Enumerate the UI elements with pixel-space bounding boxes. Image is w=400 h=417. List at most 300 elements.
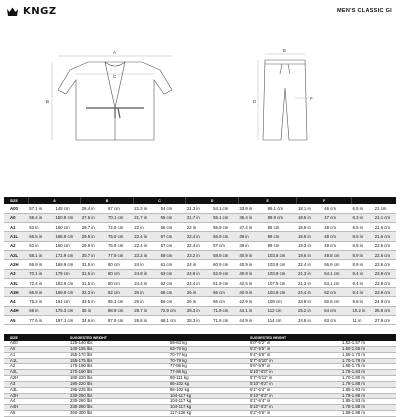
sizing-cell: 63-70 kg: [164, 346, 244, 352]
col-e: E: [238, 197, 297, 204]
measurement-cell: 66.5 in: [28, 232, 54, 241]
measurement-cell: 27.9 cm: [374, 316, 396, 325]
measurement-cell: 70.1 in: [28, 269, 54, 278]
sizing-cell: 5'10"-6'0" in: [244, 370, 336, 376]
garment-diagrams: [46, 48, 350, 148]
measurement-cell: 99 cm: [267, 232, 297, 241]
measurement-cell: 66 cm: [160, 288, 186, 297]
sizing-cell: 1.65-1.70 m: [336, 352, 396, 358]
col-a: A: [28, 197, 81, 204]
measurement-cell: 22.4 in: [186, 241, 212, 250]
measurement-cell: 22.6 cm: [374, 260, 396, 269]
size-cell: A3H: [4, 288, 28, 297]
measurement-cell: 26.4 in: [81, 204, 107, 213]
size-cell: A0: [4, 346, 64, 352]
measurement-cell: 8.5 in: [352, 232, 374, 241]
measurement-cell: 21.3 in: [133, 204, 159, 213]
sizing-cell: 1.52-1.57 m: [336, 341, 396, 346]
measurement-cell: 109 cm: [267, 297, 297, 306]
measurement-cell: 44.9 in: [238, 316, 266, 325]
sizing-cell: 104-117 kg: [164, 399, 244, 405]
size-cell: A3L: [4, 387, 64, 393]
sizing-cell: 190-220 lbs: [64, 381, 164, 387]
measurement-cell: 24.4 in: [186, 278, 212, 287]
measurement-cell: 23.8 in: [297, 297, 323, 306]
table-row: [4, 411, 396, 417]
measurement-cell: 49 cm: [323, 241, 351, 250]
sizing-cell: 6'1"-6'4" in: [244, 399, 336, 405]
measurement-cell: 64 cm: [323, 306, 351, 315]
col-b: B: [81, 197, 134, 204]
measurement-cell: 28.3 in: [186, 316, 212, 325]
measurement-cell: 23.9 cm: [374, 288, 396, 297]
measurement-cell: 24 in: [186, 260, 212, 269]
measurement-cell: 21.3 in: [186, 204, 212, 213]
col-size: SIZE: [4, 334, 64, 341]
size-cell: A4H: [4, 405, 64, 411]
measurement-cell: 24.9 cm: [374, 297, 396, 306]
sizing-cell: 5'7"-5'11" in: [244, 376, 336, 382]
table-row: [4, 316, 396, 325]
size-cell: A2: [4, 241, 28, 250]
sizing-cell: 155-170 lbs: [64, 352, 164, 358]
size-cell: A3: [4, 381, 64, 387]
measurement-cell: 24.4 in: [297, 288, 323, 297]
measurement-cell: 28.7 in: [133, 306, 159, 315]
measurement-cell: 114 cm: [267, 316, 297, 325]
measurement-cell: 59 cm: [160, 250, 186, 259]
measurement-cell: 56.9 cm: [212, 232, 238, 241]
sizing-cell: 5'7"-5'10" in: [244, 358, 336, 364]
measurement-cell: 33.5 in: [81, 297, 107, 306]
table-row: [4, 306, 396, 315]
measurement-cell: 30.7 in: [81, 250, 107, 259]
measurement-cell: 49.8 cm: [323, 250, 351, 259]
measurement-cell: 42.5 in: [238, 278, 266, 287]
label-d: D: [253, 99, 257, 104]
measurement-cell: 191 cm: [55, 297, 81, 306]
size-cell: A1: [4, 223, 28, 232]
sizing-header-row: [4, 334, 396, 341]
measurement-cell: 77.6 in: [28, 316, 54, 325]
measurement-cell: 34.6 in: [81, 316, 107, 325]
measurement-cell: 9.4 in: [352, 269, 374, 278]
measurement-cell: 28.3 in: [186, 306, 212, 315]
measurement-cell: 23.9 cm: [374, 269, 396, 278]
measurement-cell: 103.8 cm: [267, 269, 297, 278]
label-e: E: [283, 48, 287, 53]
brand-logo: [6, 6, 57, 17]
measurement-cell: 21.6 cm: [374, 223, 396, 232]
measurement-cell: 26.8 in: [133, 316, 159, 325]
measurement-cell: 26 in: [186, 297, 212, 306]
sizing-cell: 5'3"-5'5" in: [244, 346, 336, 352]
measurement-cell: 24.8 in: [186, 269, 212, 278]
sizing-cell: 155-175 lbs: [64, 358, 164, 364]
sizing-cell: 86-102 kg: [164, 387, 244, 393]
measurement-cell: 21.7 in: [186, 213, 212, 222]
col-d: D: [186, 197, 239, 204]
measurement-cell: 63 in: [28, 223, 54, 232]
sizing-cell: 5'4"-5'6" in: [244, 352, 336, 358]
measurement-cell: 21.6 cm: [374, 232, 396, 241]
measurement-cell: 80 cm: [107, 260, 133, 269]
size-cell: A3H: [4, 393, 64, 399]
measurement-cell: 62 cm: [160, 278, 186, 287]
size-cell: A1: [4, 352, 64, 358]
size-cell: A5: [4, 411, 64, 417]
measurement-cell: 8.5 in: [352, 223, 374, 232]
measurement-cell: 23.2 in: [186, 250, 212, 259]
measurement-cell: 58.9 cm: [212, 250, 238, 259]
measurement-cell: 31.5 in: [81, 278, 107, 287]
measurement-cell: 68.1 cm: [160, 316, 186, 325]
measurement-cell: 66.9 in: [28, 288, 54, 297]
measurement-cell: 56.9 cm: [323, 260, 351, 269]
measurement-cell: 71.8 cm: [212, 316, 238, 325]
measurement-cell: 103.8 cm: [267, 260, 297, 269]
label-b: B: [46, 99, 50, 104]
measurement-cell: 18.1 in: [297, 204, 323, 213]
table-row: [4, 278, 396, 287]
measurement-cell: 46 cm: [323, 204, 351, 213]
measurement-cell: 26 in: [186, 288, 212, 297]
measurement-cell: 21.7 in: [133, 213, 159, 222]
measurement-cell: 48 cm: [323, 232, 351, 241]
table-row: [4, 260, 396, 269]
table-row: [4, 213, 396, 222]
measurement-cell: 22.4 in: [186, 232, 212, 241]
measurement-cell: 66 cm: [212, 297, 238, 306]
sizing-table: [4, 334, 396, 417]
measurement-cell: 75.9 cm: [107, 241, 133, 250]
measurement-cell: 39 in: [238, 232, 266, 241]
measurement-cell: 21.3 in: [297, 269, 323, 278]
measurement-cell: 63 in: [28, 241, 54, 250]
measurement-cell: 33.9 in: [238, 204, 266, 213]
col-suggested-weight: SUGGESTED WEIGHT: [64, 334, 164, 341]
measurement-cell: 29.9 in: [81, 232, 107, 241]
sizing-cell: 260-300 lbs: [64, 411, 164, 417]
measurement-cell: 39 in: [238, 241, 266, 250]
measurement-cell: 11 in: [352, 316, 374, 325]
col-suggested-height: SUGGESTED HEIGHT: [244, 334, 336, 341]
measurement-cell: 103.8 cm: [267, 288, 297, 297]
measurement-cell: 172.9 cm: [55, 250, 81, 259]
size-cell: A2L: [4, 250, 28, 259]
table-row: [4, 297, 396, 306]
measurement-cell: 40.9 in: [238, 250, 266, 259]
size-cell: A0: [4, 213, 28, 222]
table-row: [4, 288, 396, 297]
measurement-cell: 66 cm: [212, 288, 238, 297]
sizing-cell: 104-117 kg: [164, 393, 244, 399]
sizing-cell: 5'6"-5'9" in: [244, 364, 336, 370]
measurement-cell: 21.3 in: [297, 278, 323, 287]
measurement-cell: 75.2 in: [28, 297, 54, 306]
measurement-cell: 150.8 cm: [55, 213, 81, 222]
size-cell: A3L: [4, 278, 28, 287]
measurement-cell: 71.9 cm: [212, 306, 238, 315]
sizing-cell: 1.60-1.65 m: [336, 346, 396, 352]
table-row: [4, 250, 396, 259]
sizing-cell: 70-77 kg: [164, 352, 244, 358]
measurement-cell: 18.9 in: [297, 223, 323, 232]
measurement-cell: 60.9 cm: [212, 260, 238, 269]
measurement-cell: 57.1 in: [28, 204, 54, 213]
measurement-cell: 175.3 cm: [55, 306, 81, 315]
sizing-cell: 99-111 kg: [164, 376, 244, 382]
measurement-cell: 95 cm: [267, 223, 297, 232]
table-row: [4, 232, 396, 241]
measurement-cell: 82 cm: [107, 288, 133, 297]
size-cell: A2H: [4, 376, 64, 382]
col-f: F: [297, 197, 352, 204]
measurement-cell: 24.4 in: [133, 278, 159, 287]
measurement-cell: 8.9 in: [352, 250, 374, 259]
measurement-cell: 197.1 cm: [55, 316, 81, 325]
measurement-cell: 23.2 in: [133, 250, 159, 259]
sizing-cell: 77-86 kg: [164, 370, 244, 376]
measurement-cell: 61 cm: [160, 260, 186, 269]
measurement-cell: 47 cm: [323, 213, 351, 222]
sizing-cell: 6'2"-6'6" in: [244, 411, 336, 417]
measurement-cell: 8.3 in: [352, 213, 374, 222]
measurement-cell: 10.2 in: [352, 306, 374, 315]
measurement-cell: 24.8 in: [297, 316, 323, 325]
table-row: [4, 269, 396, 278]
measurement-cell: 54 cm: [160, 204, 186, 213]
measurement-cell: 22.6 cm: [374, 241, 396, 250]
measurement-cell: 22.4 in: [133, 232, 159, 241]
size-cell: A3: [4, 269, 28, 278]
sizing-cell: 1.70-1.80 m: [336, 376, 396, 382]
crown-icon: [6, 7, 19, 17]
measurement-cell: 87.9 cm: [107, 316, 133, 325]
measurement-cell: 27.6 in: [81, 213, 107, 222]
size-cell: A4: [4, 297, 28, 306]
measurement-cell: 26 in: [133, 288, 159, 297]
size-cell: A5: [4, 316, 28, 325]
measurement-cell: 77.9 cm: [107, 250, 133, 259]
table-row: [4, 241, 396, 250]
sizing-cell: 140-155 lbs: [64, 346, 164, 352]
sizing-cell: 1.78-1.83 m: [336, 370, 396, 376]
measurement-cell: 9.4 in: [352, 278, 374, 287]
sizing-cell: 56-63 kg: [164, 341, 244, 346]
measurement-cell: 35.4 in: [238, 213, 266, 222]
measurement-cell: 107.9 cm: [267, 278, 297, 287]
measurement-cell: 61.9 cm: [212, 278, 238, 287]
measurement-cell: 55.9 cm: [212, 223, 238, 232]
measurement-cell: 57 cm: [160, 232, 186, 241]
sizing-cell: 230-260 lbs: [64, 399, 164, 405]
brand-name: KNGZ: [23, 6, 57, 17]
product-title: MEN'S CLASSIC GI: [336, 8, 392, 14]
measurement-cell: 60.5 cm: [323, 297, 351, 306]
measurement-table: [4, 197, 396, 325]
col-c: C: [133, 197, 186, 204]
measurement-cell: 22 in: [133, 223, 159, 232]
label-a: A: [113, 50, 117, 55]
measurement-cell: 6.5 in: [352, 204, 374, 213]
measurement-cell: 40.9 in: [238, 260, 266, 269]
measurement-cell: 169.9 cm: [55, 288, 81, 297]
sizing-cell: 1.78-1.88 m: [336, 381, 396, 387]
size-cell: A00: [4, 204, 28, 213]
measurement-cell: 75.9 cm: [107, 232, 133, 241]
measurement-cell: 35 in: [81, 306, 107, 315]
measurement-cell: 31.5 in: [81, 260, 107, 269]
measurement-cell: 22.4 in: [133, 241, 159, 250]
measurement-cell: 24 in: [133, 260, 159, 269]
measurement-cell: 80 cm: [107, 269, 133, 278]
measurement-cell: 57 cm: [160, 241, 186, 250]
measurement-cell: 72.9 cm: [107, 223, 133, 232]
measurement-cell: 67 cm: [107, 204, 133, 213]
measurement-cell: 9.8 in: [352, 297, 374, 306]
size-cell: A00: [4, 341, 64, 346]
measurement-cell: 22.4 in: [297, 260, 323, 269]
measurement-cell: 89.9 cm: [267, 213, 297, 222]
measurement-cell: 178 cm: [55, 269, 81, 278]
measurement-cell: 29.9 in: [81, 241, 107, 250]
measurement-cell: 57 cm: [212, 241, 238, 250]
pants-diagram: [263, 60, 307, 140]
sizing-cell: 170-190 lbs: [64, 364, 164, 370]
sizing-cell: 5'0"-5'2" in: [244, 341, 336, 346]
measurement-header-row: [4, 197, 396, 204]
measurement-cell: 25.2 in: [297, 306, 323, 315]
size-cell: A2H: [4, 260, 28, 269]
sizing-cell: 180-220 lbs: [64, 376, 164, 382]
measurement-cell: 42.9 in: [238, 297, 266, 306]
sizing-cell: 6'1"-6'4" in: [244, 387, 336, 393]
size-cell: A1L: [4, 232, 28, 241]
measurement-cell: 31.5 in: [81, 269, 107, 278]
measurement-cell: 25.9 cm: [374, 306, 396, 315]
measurement-cell: 48 cm: [323, 223, 351, 232]
measurement-cell: 66 cm: [160, 297, 186, 306]
sizing-cell: 1.70-1.78 m: [336, 358, 396, 364]
size-cell: A2: [4, 364, 64, 370]
label-c: C: [113, 74, 117, 79]
measurement-cell: 66.9 in: [28, 260, 54, 269]
size-cell: A2L: [4, 370, 64, 376]
measurement-cell: 56 cm: [160, 223, 186, 232]
page-header: [4, 6, 396, 20]
sizing-cell: 117-136 kg: [164, 411, 244, 417]
sizing-cell: 86-102 kg: [164, 381, 244, 387]
measurement-cell: 69 in: [28, 306, 54, 315]
sizing-cell: 1.88-1.98 m: [336, 411, 396, 417]
sizing-cell: 1.68-1.75 m: [336, 364, 396, 370]
measurement-cell: 85.1 cm: [107, 297, 133, 306]
sizing-cell: 1.85-1.93 m: [336, 399, 396, 405]
measurement-cell: 68.1 in: [28, 250, 54, 259]
sizing-cell: 70-79 kg: [164, 358, 244, 364]
measurement-cell: 55 cm: [160, 213, 186, 222]
measurement-cell: 23.9 cm: [374, 278, 396, 287]
measurement-cell: 8.9 in: [352, 260, 374, 269]
measurement-cell: 8.9 in: [352, 241, 374, 250]
measurement-cell: 28.7 in: [81, 223, 107, 232]
label-f: F: [310, 96, 313, 101]
col-size: SIZE: [4, 197, 28, 204]
measurement-cell: 55.1 cm: [212, 213, 238, 222]
measurement-cell: 86.1 cm: [267, 204, 297, 213]
measurement-cell: 99 cm: [267, 241, 297, 250]
measurement-cell: 19.3 in: [297, 241, 323, 250]
measurement-cell: 54.1 cm: [323, 269, 351, 278]
sizing-cell: 230-260 lbs: [64, 405, 164, 411]
measurement-cell: 160 cm: [55, 223, 81, 232]
sizing-cell: 230-260 lbs: [64, 393, 164, 399]
sizing-cell: 77-86 kg: [164, 364, 244, 370]
table-row: [4, 204, 396, 213]
measurement-cell: 19.6 in: [297, 250, 323, 259]
measurement-cell: 54.1 cm: [212, 204, 238, 213]
sizing-cell: 1.85-1.93 m: [336, 387, 396, 393]
measurement-cell: 24.8 in: [133, 269, 159, 278]
measurement-cell: 40.9 in: [238, 269, 266, 278]
measurement-cell: 183.9 cm: [55, 278, 81, 287]
measurement-cell: 32.3 in: [81, 288, 107, 297]
measurement-cell: 70.1 cm: [107, 213, 133, 222]
sizing-cell: 1.78-1.88 m: [336, 405, 396, 411]
measurement-cell: 18.9 in: [297, 232, 323, 241]
measurement-cell: 168.9 cm: [55, 232, 81, 241]
measurement-cell: 169.9 cm: [55, 260, 81, 269]
measurement-cell: 54.1 cm: [323, 278, 351, 287]
measurement-cell: 21 cm: [374, 204, 396, 213]
size-cell: A1L: [4, 358, 64, 364]
size-cell: A4: [4, 399, 64, 405]
measurement-cell: 37.4 in: [238, 223, 266, 232]
measurement-cell: 59.4 in: [28, 213, 54, 222]
sizing-cell: 125-140 lbs: [64, 341, 164, 346]
sizing-cell: 195-225 lbs: [64, 387, 164, 393]
measurement-cell: 21.1 cm: [374, 213, 396, 222]
sizing-cell: 5'10"-6'2" in: [244, 405, 336, 411]
measurement-cell: 22 in: [186, 223, 212, 232]
measurement-cell: 63 cm: [160, 269, 186, 278]
measurement-cell: 103.8 cm: [267, 250, 297, 259]
sizing-cell: 5'10"-6'2" in: [244, 393, 336, 399]
measurement-cell: 44.1 in: [238, 306, 266, 315]
measurement-cell: 40.9 in: [238, 288, 266, 297]
size-cell: A4H: [4, 306, 28, 315]
sizing-cell: 170-190 lbs: [64, 370, 164, 376]
measurement-cell: 9.4 in: [352, 288, 374, 297]
measurement-cell: 26 in: [133, 297, 159, 306]
table-row: [4, 223, 396, 232]
measurement-cell: 80 cm: [107, 278, 133, 287]
sizing-cell: 1.78-1.88 m: [336, 393, 396, 399]
sizing-cell: 5'10"-6'2" in: [244, 381, 336, 387]
sizing-cell: 104-117 kg: [164, 405, 244, 411]
measurement-cell: 145 cm: [55, 204, 81, 213]
measurement-cell: 160 cm: [55, 241, 81, 250]
measurement-cell: 62.9 cm: [212, 269, 238, 278]
measurement-cell: 63 cm: [323, 316, 351, 325]
measurement-cell: 18.5 in: [297, 213, 323, 222]
measurement-cell: 112 cm: [267, 306, 297, 315]
measurement-cell: 72.9 cm: [160, 306, 186, 315]
measurement-cell: 62 cm: [323, 288, 351, 297]
measurement-cell: 22.6 cm: [374, 250, 396, 259]
col-g: [352, 197, 397, 204]
